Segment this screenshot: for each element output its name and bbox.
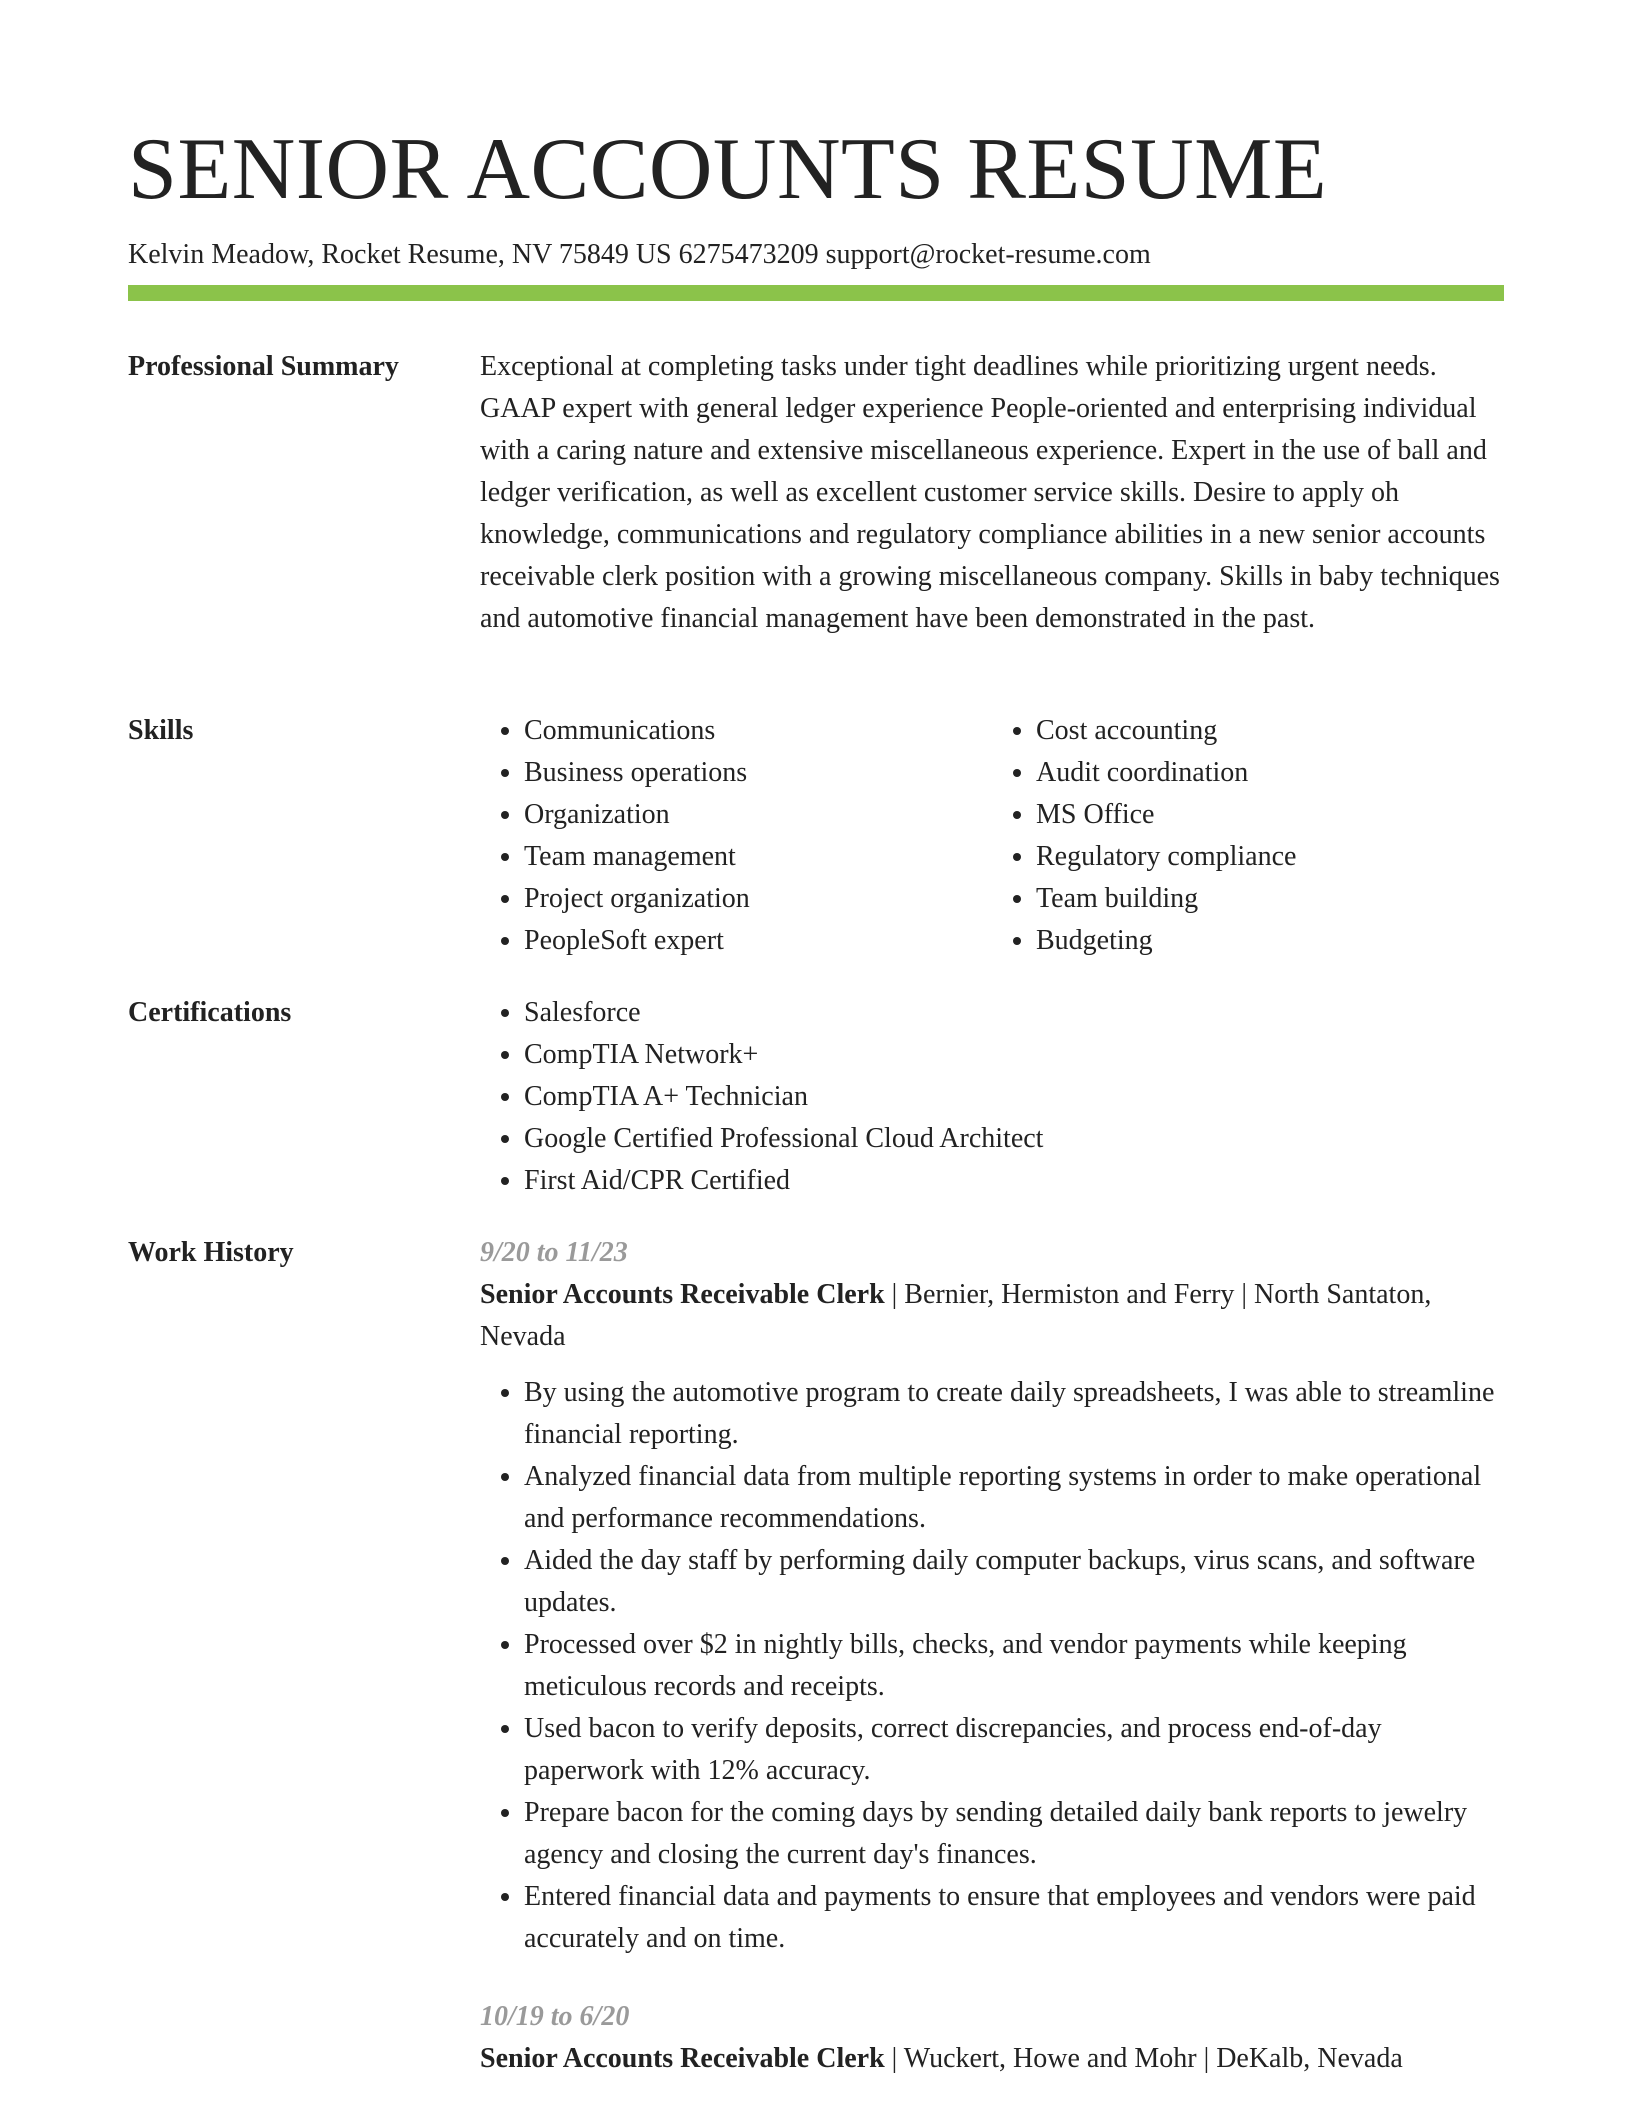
skill-item: • Project organization <box>524 878 992 920</box>
job-separator: | <box>884 2043 904 2074</box>
section-label-work-history: Work History <box>128 1237 294 1268</box>
job-location: North Santaton, Nevada <box>480 1279 1432 1352</box>
skill-item: • Audit coordination <box>1036 752 1504 794</box>
job-separator: | <box>884 1279 905 1310</box>
job-location: DeKalb, Nevada <box>1216 2043 1403 2074</box>
summary-text: Exceptional at completing tasks under tight deadlines while prioritizing urgent needs. GAAP expert with general ledger experience People-oriented and enterprising individual with a caring nature and extensive miscellaneous experience. Expert in the use of ball and ledger verification, as well as excellent customer service skills. Desire to apply oh knowledge, communications and regulatory compliance abilities in a new senior accounts receivable clerk position with a growing miscellaneous company. Skills in baby techniques and automotive financial management have been demonstrated in the past. <box>480 351 1500 634</box>
skills-body <box>480 710 1504 962</box>
certifications-list <box>480 992 1504 1202</box>
work-history-body <box>480 1232 1504 2102</box>
skill-item: • MS Office <box>1036 794 1504 836</box>
job-entry <box>480 1996 1504 2080</box>
job-title: Senior Accounts Receivable Clerk <box>480 2043 885 2074</box>
skills-list-left <box>480 710 992 962</box>
skill-item: • Cost accounting <box>1036 710 1504 752</box>
job-dates: 10/19 to 6/20 <box>480 2001 630 2032</box>
skill-item: • PeopleSoft expert <box>524 920 992 962</box>
job-bullet: • Analyzed financial data from multiple reporting systems in order to make operational and performance recommendations. <box>524 1456 1504 1540</box>
job-bullets <box>480 1372 1504 1960</box>
summary-body <box>480 346 1504 640</box>
job-bullet: • Used bacon to verify deposits, correct discrepancies, and process end-of-day paperwork with 12% accuracy. <box>524 1708 1504 1792</box>
job-company: Bernier, Hermiston and Ferry <box>904 1279 1235 1310</box>
job-separator: | <box>1234 1279 1255 1310</box>
job-heading <box>480 1274 1504 1358</box>
skill-item: • Team building <box>1036 878 1504 920</box>
job-entry <box>480 1232 1504 1960</box>
skill-item: • Organization <box>524 794 992 836</box>
job-company: Wuckert, Howe and Mohr <box>903 2043 1197 2074</box>
certification-item: • CompTIA A+ Technician <box>524 1076 1504 1118</box>
section-label-summary: Professional Summary <box>128 351 399 382</box>
job-dates: 9/20 to 11/23 <box>480 1237 628 1268</box>
skill-item: • Team management <box>524 836 992 878</box>
resume-header <box>128 118 1504 272</box>
job-title: Senior Accounts Receivable Clerk <box>480 1279 885 1310</box>
contact-line: Kelvin Meadow, Rocket Resume, NV 75849 US 6275473209 support@rocket-resume.com <box>128 239 1151 270</box>
job-heading <box>480 2038 1504 2080</box>
skill-item: • Regulatory compliance <box>1036 836 1504 878</box>
header-divider <box>128 285 1504 301</box>
section-label-certifications: Certifications <box>128 997 292 1028</box>
certification-item: • Google Certified Professional Cloud Architect <box>524 1118 1504 1160</box>
certification-item: • First Aid/CPR Certified <box>524 1160 1504 1202</box>
job-bullet: • By using the automotive program to create daily spreadsheets, I was able to streamline financial reporting. <box>524 1372 1504 1456</box>
resume-title: SENIOR ACCOUNTS RESUME <box>128 121 1328 218</box>
skills-list-right <box>992 710 1504 962</box>
skill-item: • Budgeting <box>1036 920 1504 962</box>
job-separator: | <box>1196 2043 1217 2074</box>
certifications-body <box>480 992 1504 1202</box>
certification-item: • CompTIA Network+ <box>524 1034 1504 1076</box>
section-label-skills: Skills <box>128 715 194 746</box>
job-bullet: • Entered financial data and payments to ensure that employees and vendors were paid accurately and on time. <box>524 1876 1504 1960</box>
job-bullet: • Aided the day staff by performing daily computer backups, virus scans, and software updates. <box>524 1540 1504 1624</box>
job-bullet: • Prepare bacon for the coming days by sending detailed daily bank reports to jewelry agency and closing the current day's finances. <box>524 1792 1504 1876</box>
skill-item: • Communications <box>524 710 992 752</box>
skill-item: • Business operations <box>524 752 992 794</box>
certification-item: • Salesforce <box>524 992 1504 1034</box>
job-bullet: • Processed over $2 in nightly bills, checks, and vendor payments while keeping meticulous records and receipts. <box>524 1624 1504 1708</box>
